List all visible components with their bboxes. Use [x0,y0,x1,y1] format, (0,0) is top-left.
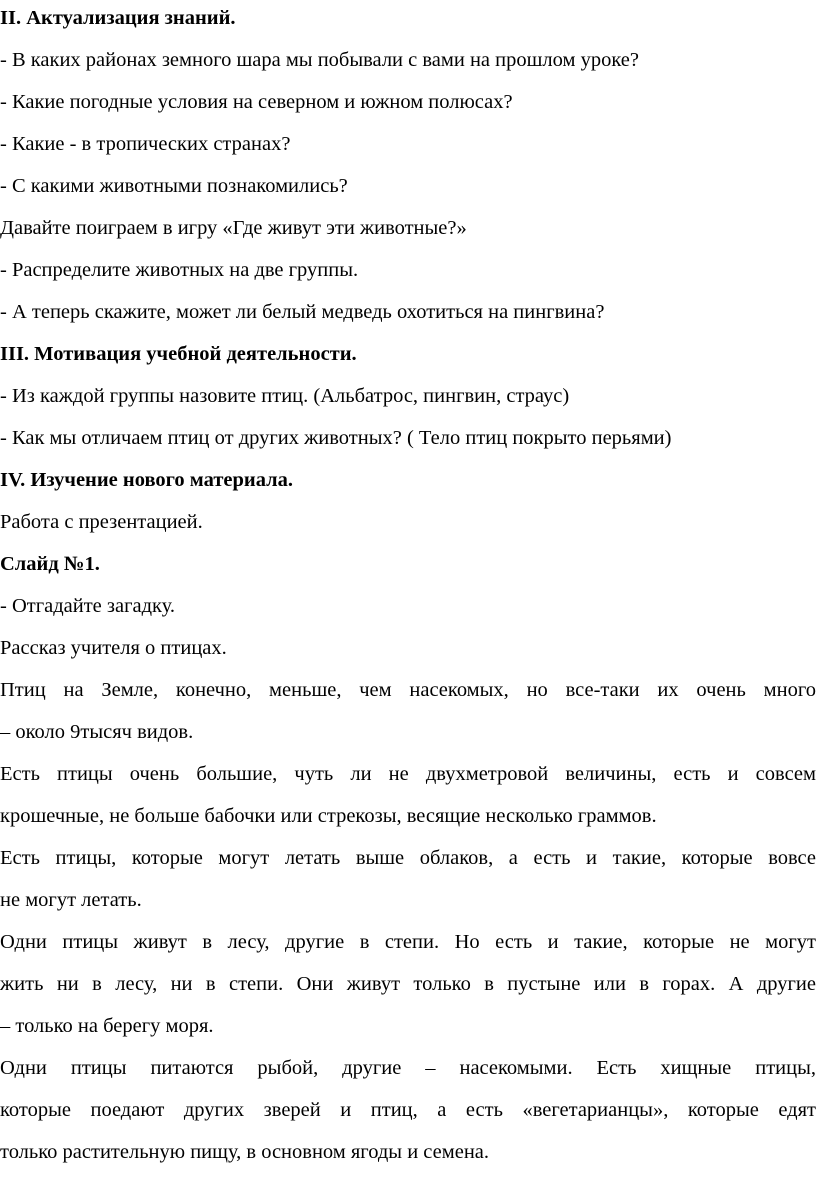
slide-heading: Слайд №1. [0,553,100,575]
text-line: Рассказ учителя о птицах. [0,637,227,659]
question-line: - Распределите животных на две группы. [0,259,359,281]
paragraph-line: Есть птицы очень большие, чуть ли не двухметровой величины, есть и совсем [0,763,816,785]
paragraph-line: Одни птицы питаются рыбой, другие – насекомыми. Есть хищные птицы, [0,1057,816,1079]
text-line: Работа с презентацией. [0,511,203,533]
question-line: - Какие - в тропических странах? [0,133,291,155]
paragraph-line: жить ни в лесу, ни в степи. Они живут только в пустыне или в горах. А другие [0,973,816,995]
section-heading-motivation: III. Мотивация учебной деятельности. [0,343,357,365]
paragraph-line: Одни птицы живут в лесу, другие в степи. Но есть и такие, которые не могут [0,931,816,953]
question-line: - С какими животными познакомились? [0,175,348,197]
document-page [0,2,816,1178]
question-line: - Как мы отличаем птиц от других животных? ( Тело птиц покрыто перьями) [0,427,672,449]
question-line: - В каких районах земного шара мы побывали с вами на прошлом уроке? [0,49,639,71]
paragraph-line: Птиц на Земле, конечно, меньше, чем насекомых, но все-таки их очень много [0,679,816,701]
paragraph-line: только растительную пищу, в основном ягоды и семена. [0,1141,490,1163]
question-line: - Какие погодные условия на северном и южном полюсах? [0,91,513,113]
paragraph-line: – около 9тысяч видов. [0,721,194,743]
section-heading-actualization: II. Актуализация знаний. [0,7,236,29]
question-line: - Из каждой группы назовите птиц. (Альбатрос, пингвин, страус) [0,385,570,407]
question-line: - А теперь скажите, может ли белый медведь охотиться на пингвина? [0,301,605,323]
paragraph-line: не могут летать. [0,889,142,911]
paragraph-line: – только на берегу моря. [0,1015,214,1037]
question-line: - Отгадайте загадку. [0,595,176,617]
paragraph-line: которые поедают других зверей и птиц, а есть «вегетарианцы», которые едят [0,1099,816,1121]
paragraph-line: крошечные, не больше бабочки или стрекозы, весящие несколько граммов. [0,805,657,827]
section-heading-new-material: IV. Изучение нового материала. [0,469,294,491]
text-line: Давайте поиграем в игру «Где живут эти животные?» [0,217,467,239]
paragraph-line: Есть птицы, которые могут летать выше облаков, а есть и такие, которые вовсе [0,847,816,869]
